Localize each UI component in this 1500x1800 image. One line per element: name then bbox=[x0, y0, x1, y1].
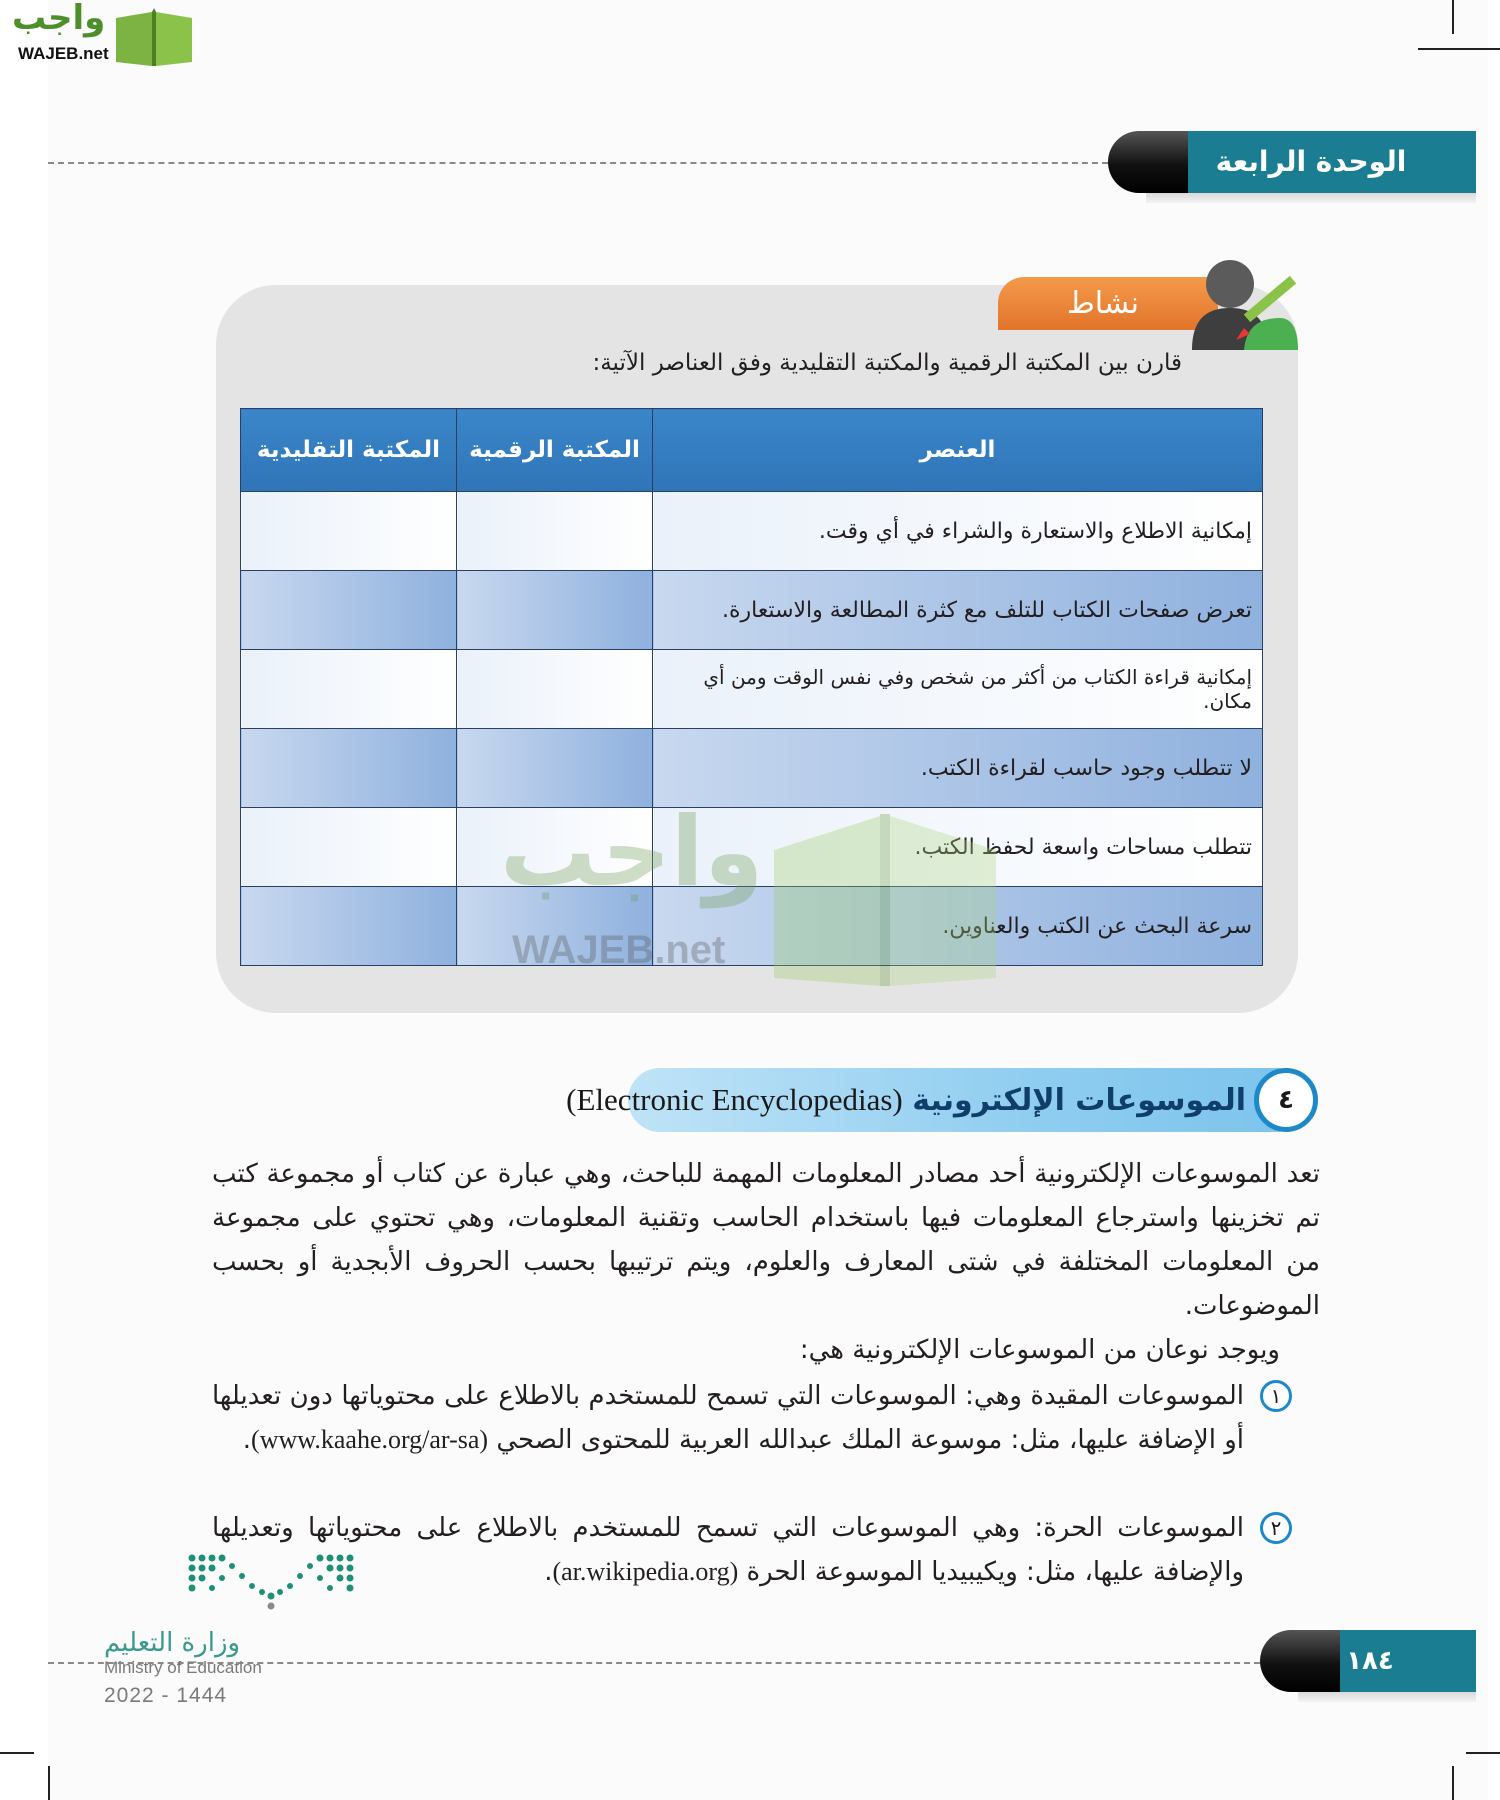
traditional-answer-cell[interactable] bbox=[241, 492, 457, 571]
item-link[interactable]: (www.kaahe.org/ar-sa) bbox=[251, 1425, 489, 1454]
crop-mark bbox=[0, 1752, 34, 1754]
table-row bbox=[241, 492, 1263, 571]
traditional-answer-cell[interactable] bbox=[241, 650, 457, 729]
activity-tag-label: نشاط bbox=[1067, 286, 1139, 321]
list-number-badge: ٢ bbox=[1260, 1512, 1292, 1544]
row-element: لا تتطلب وجود حاسب لقراءة الكتب. bbox=[653, 729, 1263, 808]
section-title bbox=[566, 1068, 1246, 1132]
book-icon bbox=[112, 8, 196, 68]
watermark-latin: WAJEB.net bbox=[512, 928, 726, 972]
watermark-arabic: واجب bbox=[500, 796, 764, 908]
page-number-shadow bbox=[1298, 1692, 1476, 1702]
crop-mark bbox=[48, 1766, 50, 1800]
edition-year: 2022 - 1444 bbox=[104, 1684, 228, 1707]
item-tail: . bbox=[544, 1557, 553, 1587]
section-title-english: (Electronic Encyclopedias) bbox=[566, 1082, 903, 1117]
row-element: إمكانية قراءة الكتاب من أكثر من شخص وفي نفس الوقت ومن أي مكان. bbox=[653, 650, 1263, 729]
ministry-name-english: Ministry of Education bbox=[104, 1658, 262, 1677]
logo-arabic: واجب bbox=[12, 0, 106, 38]
wajeb-logo[interactable] bbox=[8, 0, 198, 66]
ministry-logo-icon bbox=[186, 1552, 356, 1612]
unit-title: الوحدة الرابعة bbox=[1215, 145, 1407, 178]
section-title-arabic: الموسوعات الإلكترونية bbox=[912, 1083, 1246, 1118]
page-number-cap bbox=[1260, 1630, 1340, 1692]
section-number-badge: ٤ bbox=[1254, 1068, 1318, 1132]
traditional-answer-cell[interactable] bbox=[241, 571, 457, 650]
ministry-name-arabic: وزارة التعليم bbox=[104, 1628, 241, 1658]
traditional-answer-cell[interactable] bbox=[241, 808, 457, 887]
item-text: الموسوعات الحرة: وهي الموسوعات التي تسمح للمستخدم بالاطلاع على محتوياتها وتعديلها والإضافة عليها، مثل: ويكيبيديا الموسوعة الحرة bbox=[212, 1513, 1244, 1587]
digital-answer-cell[interactable] bbox=[457, 492, 653, 571]
logo-latin: WAJEB.net bbox=[18, 44, 109, 63]
wajeb-watermark bbox=[500, 796, 1020, 990]
crop-mark bbox=[1466, 1752, 1500, 1754]
table-header-row bbox=[241, 409, 1263, 492]
table-row bbox=[241, 650, 1263, 729]
header-rule bbox=[48, 162, 1108, 164]
digital-answer-cell[interactable] bbox=[457, 571, 653, 650]
student-writing-icon bbox=[1184, 254, 1300, 350]
row-element: سرعة البحث عن الكتب والعناوين. bbox=[653, 887, 1263, 966]
item-link[interactable]: (ar.wikipedia.org) bbox=[552, 1557, 739, 1586]
crop-mark bbox=[1418, 48, 1500, 50]
list-number-badge: ١ bbox=[1260, 1380, 1292, 1412]
list-item-restricted-encyclopedias bbox=[212, 1374, 1244, 1462]
activity-prompt: قارن بين المكتبة الرقمية والمكتبة التقليدية وفق العناصر الآتية: bbox=[592, 350, 1182, 376]
row-element: تتطلب مساحات واسعة لحفظ الكتب. bbox=[653, 808, 1263, 887]
intro-paragraph: تعد الموسوعات الإلكترونية أحد مصادر المعلومات المهمة للباحث، وهي عبارة عن كتاب أو مجموعة كتب تم تخزينها واسترجاع المعلومات فيها باستخدام الحاسب وتقنية المعلومات، وهي تحتوي على مجموعة من المعلومات المختلفة في شتى المعارف والعلوم، ويتم ترتيبها بحسب الحروف الأبجدية أو بحسب الموضوعات. bbox=[212, 1159, 1320, 1321]
column-header-traditional-library: المكتبة التقليدية bbox=[241, 409, 457, 492]
crop-mark bbox=[1452, 1766, 1454, 1800]
unit-header-shadow bbox=[1146, 193, 1476, 203]
row-element: تعرض صفحات الكتاب للتلف مع كثرة المطالعة والاستعارة. bbox=[653, 571, 1263, 650]
page-number: ١٨٤ bbox=[1346, 1646, 1394, 1676]
watermark-book-icon bbox=[770, 810, 1000, 990]
digital-answer-cell[interactable] bbox=[457, 650, 653, 729]
column-header-element: العنصر bbox=[653, 409, 1263, 492]
column-header-digital-library: المكتبة الرقمية bbox=[457, 409, 653, 492]
row-element: إمكانية الاطلاع والاستعارة والشراء في أي وقت. bbox=[653, 492, 1263, 571]
traditional-answer-cell[interactable] bbox=[241, 729, 457, 808]
crop-mark bbox=[1452, 0, 1454, 34]
list-item-free-encyclopedias bbox=[212, 1506, 1244, 1594]
types-lead-sentence: ويوجد نوعان من الموسوعات الإلكترونية هي: bbox=[799, 1335, 1280, 1365]
item-tail: . bbox=[242, 1425, 252, 1455]
traditional-answer-cell[interactable] bbox=[241, 887, 457, 966]
table-row bbox=[241, 571, 1263, 650]
item-text: الموسوعات المقيدة وهي: الموسوعات التي تسمح للمستخدم بالاطلاع على محتوياتها دون تعديلها أو الإضافة عليها، مثل: موسوعة الملك عبدالله العربية للمحتوى الصحي bbox=[212, 1381, 1244, 1455]
